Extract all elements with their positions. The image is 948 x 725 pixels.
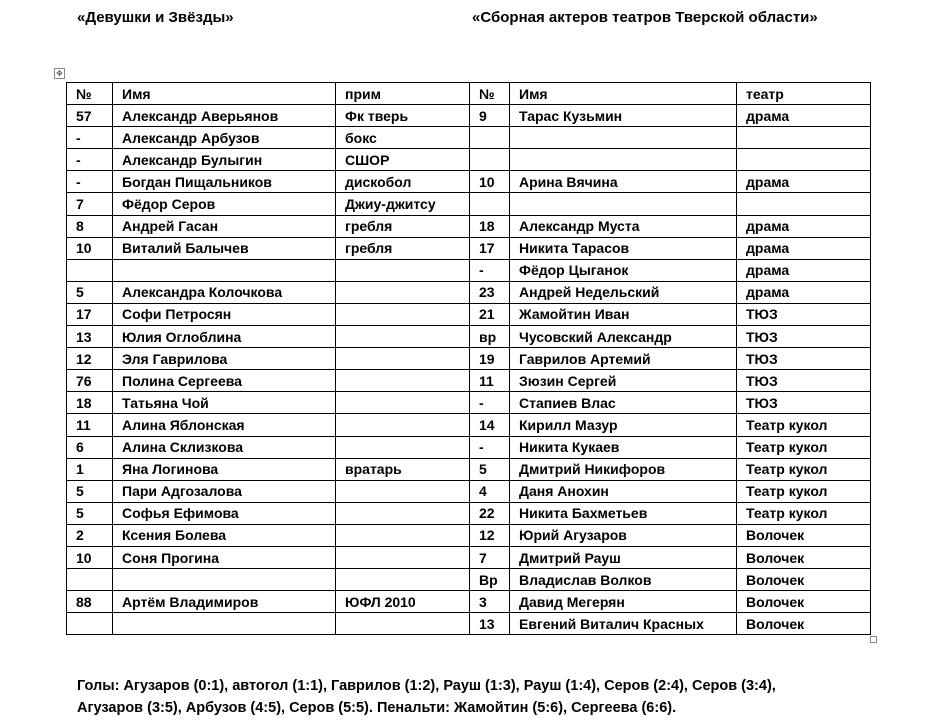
left-note-cell [336,613,470,635]
table-row [67,215,871,237]
right-player-name [510,193,737,215]
left-number-cell: - [67,127,113,149]
right-number-cell: 9 [470,105,510,127]
left-note-cell: гребля [336,237,470,259]
left-number-cell: - [67,171,113,193]
table-row [67,259,871,281]
left-player-name: Полина Сергеева [113,370,336,392]
right-number-cell [470,149,510,171]
left-player-name: Соня Прогина [113,546,336,568]
right-theatre-cell: Театр кукол [737,414,871,436]
table-row [67,171,871,193]
right-number-cell: Вр [470,569,510,591]
left-note-cell [336,259,470,281]
left-number-cell: 5 [67,281,113,303]
right-theatre-cell: Театр кукол [737,480,871,502]
right-theatre-cell: Театр кукол [737,458,871,480]
table-row [67,502,871,524]
left-number-cell: 17 [67,303,113,325]
left-note-cell [336,370,470,392]
right-theatre-cell: Волочек [737,613,871,635]
right-theatre-cell: Театр кукол [737,502,871,524]
left-note-cell: ЮФЛ 2010 [336,591,470,613]
right-player-name [510,149,737,171]
right-number-cell: 21 [470,303,510,325]
right-number-cell: - [470,259,510,281]
left-note-cell [336,348,470,370]
right-player-name: Жамойтин Иван [510,303,737,325]
col-header-right-theatre: театр [737,83,871,105]
table-row [67,480,871,502]
left-note-cell: Фк тверь [336,105,470,127]
left-player-name: Александра Колочкова [113,281,336,303]
right-theatre-cell [737,193,871,215]
left-number-cell: 8 [67,215,113,237]
col-header-right-name: Имя [510,83,737,105]
right-theatre-cell: Театр кукол [737,436,871,458]
right-number-cell: - [470,392,510,414]
right-player-name: Дмитрий Рауш [510,546,737,568]
left-team-title: «Девушки и Звёзды» [77,9,234,26]
table-row [67,193,871,215]
right-player-name: Никита Кукаев [510,436,737,458]
right-number-cell [470,193,510,215]
right-theatre-cell: ТЮЗ [737,326,871,348]
left-note-cell [336,502,470,524]
left-number-cell: 2 [67,524,113,546]
left-number-cell: 10 [67,237,113,259]
left-note-cell: Джиу-джитсу [336,193,470,215]
right-number-cell: 3 [470,591,510,613]
left-player-name: Алина Склизкова [113,436,336,458]
left-player-name [113,259,336,281]
left-number-cell: 18 [67,392,113,414]
right-theatre-cell: драма [737,259,871,281]
table-row [67,392,871,414]
left-number-cell: 5 [67,480,113,502]
left-note-cell [336,480,470,502]
right-theatre-cell: Волочек [737,569,871,591]
left-player-name: Артём Владимиров [113,591,336,613]
right-theatre-cell: драма [737,105,871,127]
table-header-row [67,83,871,105]
left-note-cell: дискобол [336,171,470,193]
right-player-name: Зюзин Сергей [510,370,737,392]
right-number-cell: - [470,436,510,458]
table-row [67,303,871,325]
table-row [67,326,871,348]
table-row [67,591,871,613]
col-header-right-number: № [470,83,510,105]
right-player-name: Фёдор Цыганок [510,259,737,281]
left-player-name: Пари Адгозалова [113,480,336,502]
right-number-cell: 17 [470,237,510,259]
table-row [67,281,871,303]
right-player-name: Чусовский Александр [510,326,737,348]
right-theatre-cell: Волочек [737,524,871,546]
left-player-name: Ксения Болева [113,524,336,546]
goals-line-2: Агузаров (3:5), Арбузов (4:5), Серов (5:5). Пенальти: Жамойтин (5:6), Сергеева (6:6). [77,700,677,716]
right-theatre-cell: драма [737,215,871,237]
left-player-name: Александр Аверьянов [113,105,336,127]
left-note-cell [336,436,470,458]
right-theatre-cell: Волочек [737,546,871,568]
left-player-name: Александр Арбузов [113,127,336,149]
table-row [67,458,871,480]
right-number-cell: 7 [470,546,510,568]
right-player-name: Владислав Волков [510,569,737,591]
right-player-name: Юрий Агузаров [510,524,737,546]
left-number-cell: 57 [67,105,113,127]
left-number-cell: 12 [67,348,113,370]
col-header-left-note: прим [336,83,470,105]
left-number-cell [67,569,113,591]
goals-line-1: Голы: Агузаров (0:1), автогол (1:1), Гаврилов (1:2), Рауш (1:3), Рауш (1:4), Серов (2:4), Серов (3:4), [77,678,776,694]
right-number-cell: 18 [470,215,510,237]
move-handle-icon[interactable]: ✥ [54,68,65,79]
left-number-cell: - [67,149,113,171]
col-header-left-name: Имя [113,83,336,105]
table-row [67,127,871,149]
right-team-title: «Сборная актеров театров Тверской области» [472,9,818,26]
left-note-cell: бокс [336,127,470,149]
right-theatre-cell: ТЮЗ [737,303,871,325]
right-number-cell: 22 [470,502,510,524]
table-row [67,524,871,546]
right-number-cell: 11 [470,370,510,392]
right-player-name: Евгений Виталич Красных [510,613,737,635]
right-number-cell: 19 [470,348,510,370]
left-note-cell: СШОР [336,149,470,171]
right-number-cell: 13 [470,613,510,635]
left-note-cell [336,569,470,591]
left-note-cell [336,414,470,436]
left-player-name: Александр Булыгин [113,149,336,171]
right-theatre-cell: драма [737,281,871,303]
right-player-name: Гаврилов Артемий [510,348,737,370]
left-player-name [113,569,336,591]
table-row [67,348,871,370]
table-row [67,237,871,259]
roster-table [66,82,871,635]
left-player-name [113,613,336,635]
right-theatre-cell: ТЮЗ [737,348,871,370]
right-number-cell: 4 [470,480,510,502]
right-theatre-cell [737,149,871,171]
left-player-name: Алина Яблонская [113,414,336,436]
left-number-cell: 5 [67,502,113,524]
left-player-name: Яна Логинова [113,458,336,480]
right-theatre-cell: ТЮЗ [737,370,871,392]
table-row [67,546,871,568]
right-player-name: Арина Вячина [510,171,737,193]
left-number-cell: 11 [67,414,113,436]
right-player-name: Даня Анохин [510,480,737,502]
right-number-cell: вр [470,326,510,348]
right-player-name: Андрей Недельский [510,281,737,303]
table-row [67,105,871,127]
right-player-name: Давид Мегерян [510,591,737,613]
table-row [67,370,871,392]
left-note-cell: гребля [336,215,470,237]
right-theatre-cell: ТЮЗ [737,392,871,414]
col-header-left-number: № [67,83,113,105]
right-theatre-cell: Волочек [737,591,871,613]
left-note-cell [336,303,470,325]
left-player-name: Виталий Балычев [113,237,336,259]
right-number-cell: 12 [470,524,510,546]
left-player-name: Софи Петросян [113,303,336,325]
table-resize-handle[interactable] [870,636,877,643]
right-theatre-cell: драма [737,171,871,193]
table-row [67,569,871,591]
table-row [67,414,871,436]
left-note-cell [336,392,470,414]
left-number-cell: 13 [67,326,113,348]
right-number-cell: 10 [470,171,510,193]
left-number-cell: 76 [67,370,113,392]
right-number-cell: 14 [470,414,510,436]
left-player-name: Богдан Пищальников [113,171,336,193]
right-theatre-cell: драма [737,237,871,259]
right-number-cell: 23 [470,281,510,303]
left-note-cell [336,524,470,546]
left-player-name: Андрей Гасан [113,215,336,237]
left-number-cell: 1 [67,458,113,480]
goals-summary [77,675,877,719]
right-player-name [510,127,737,149]
right-player-name: Никита Бахметьев [510,502,737,524]
left-number-cell [67,613,113,635]
right-player-name: Кирилл Мазур [510,414,737,436]
left-player-name: Фёдор Серов [113,193,336,215]
right-player-name: Никита Тарасов [510,237,737,259]
right-player-name: Дмитрий Никифоров [510,458,737,480]
left-note-cell [336,281,470,303]
left-number-cell: 10 [67,546,113,568]
left-player-name: Эля Гаврилова [113,348,336,370]
right-number-cell: 5 [470,458,510,480]
right-theatre-cell [737,127,871,149]
right-player-name: Александр Муста [510,215,737,237]
left-player-name: Юлия Оглоблина [113,326,336,348]
left-player-name: Татьяна Чой [113,392,336,414]
left-player-name: Софья Ефимова [113,502,336,524]
left-number-cell: 88 [67,591,113,613]
left-note-cell [336,326,470,348]
right-player-name: Тарас Кузьмин [510,105,737,127]
right-number-cell [470,127,510,149]
left-note-cell: вратарь [336,458,470,480]
left-number-cell [67,259,113,281]
table-row [67,149,871,171]
left-note-cell [336,546,470,568]
left-number-cell: 7 [67,193,113,215]
table-row [67,613,871,635]
left-number-cell: 6 [67,436,113,458]
table-row [67,436,871,458]
right-player-name: Стапиев Влас [510,392,737,414]
